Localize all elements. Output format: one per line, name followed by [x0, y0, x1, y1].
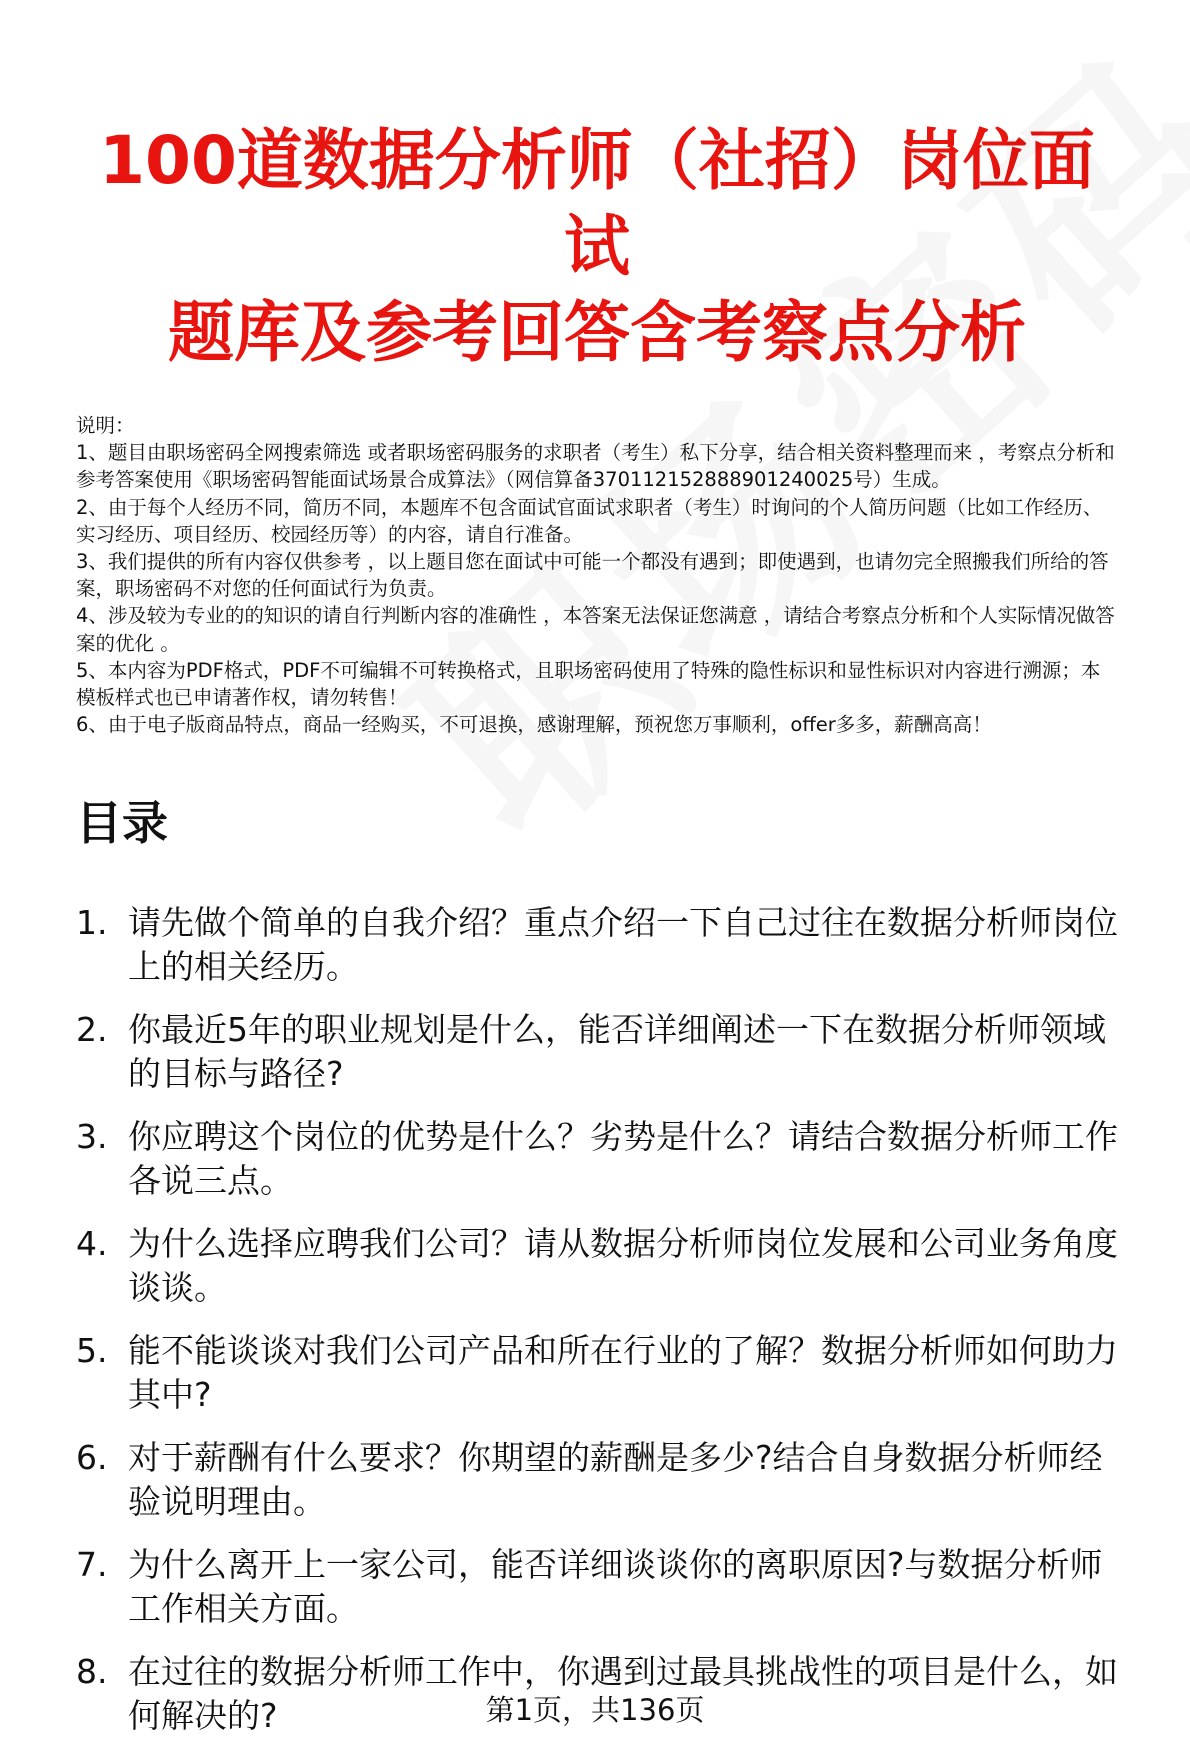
toc-item-number: 6.	[76, 1438, 108, 1478]
toc-item-5[interactable]	[76, 1329, 1118, 1417]
page-footer: 第1页，共136页	[485, 1693, 705, 1727]
toc-item-text: 能不能谈谈对我们公司产品和所在行业的了解？数据分析师如何助力其中?	[128, 1331, 1118, 1415]
toc-heading: 目录	[76, 796, 168, 851]
toc-item-number: 7.	[76, 1545, 108, 1585]
toc-item-number: 4.	[76, 1224, 108, 1264]
note-item-4: 4、涉及较为专业的的知识的请自行判断内容的准确性 ，本答案无法保证您满意 ，请结合考察点分析和个人实际情况做答案的优化 。	[76, 604, 1115, 655]
toc-item-text: 你应聘这个岗位的优势是什么？劣势是什么？请结合数据分析师工作各说三点。	[128, 1117, 1118, 1201]
toc-item-4[interactable]	[76, 1222, 1118, 1310]
toc-item-text: 对于薪酬有什么要求？你期望的薪酬是多少?结合自身数据分析师经验说明理由。	[128, 1438, 1103, 1522]
toc-item-number: 1.	[76, 903, 108, 943]
toc-item-number: 2.	[76, 1010, 108, 1050]
toc-item-6[interactable]	[76, 1436, 1118, 1524]
notes-section	[76, 412, 1118, 738]
toc-item-text: 为什么离开上一家公司，能否详细谈谈你的离职原因?与数据分析师工作相关方面。	[128, 1545, 1103, 1629]
note-item-3: 3、我们提供的所有内容仅供参考 ，以上题目您在面试中可能一个都没有遇到；即使遇到，也请勿完全照搬我们所给的答案，职场密码不对您的任何面试行为负责。	[76, 550, 1109, 601]
toc-item-text: 你最近5年的职业规划是什么，能否详细阐述一下在数据分析师领域的目标与路径?	[128, 1010, 1106, 1094]
toc-item-7[interactable]	[76, 1543, 1118, 1631]
toc-item-number: 3.	[76, 1117, 108, 1157]
document-title	[76, 0, 1118, 376]
note-item-2: 2、由于每个人经历不同，简历不同，本题库不包含面试官面试求职者（考生）时询问的个人简历问题（比如工作经历、实习经历、项目经历、校园经历等）的内容，请自行准备。	[76, 495, 1103, 546]
notes-heading: 说明：	[76, 414, 135, 437]
toc-item-2[interactable]	[76, 1008, 1118, 1096]
title-line-2: 题库及参考回答含考察点分析	[168, 294, 1026, 371]
toc-item-text: 在过往的数据分析师工作中，你遇到过最具挑战性的项目是什么，如何解决的?	[128, 1652, 1118, 1736]
table-of-contents	[76, 901, 1118, 1738]
title-line-1: 100道数据分析师（社招）岗位面试	[99, 122, 1095, 285]
toc-item-number: 5.	[76, 1331, 108, 1371]
toc-item-3[interactable]	[76, 1115, 1118, 1203]
note-item-5: 5、本内容为PDF格式，PDF不可编辑不可转换格式，且职场密码使用了特殊的隐性标识和显性标识对内容进行溯源；本模板样式也已申请著作权，请勿转售！	[76, 658, 1101, 710]
toc-item-text: 为什么选择应聘我们公司？请从数据分析师岗位发展和公司业务角度谈谈。	[128, 1224, 1118, 1308]
toc-item-1[interactable]	[76, 901, 1118, 989]
note-item-6: 6、由于电子版商品特点，商品一经购买，不可退换，感谢理解，预祝您万事顺利，offer多多，薪酬高高！	[76, 713, 992, 737]
toc-item-text: 请先做个简单的自我介绍？重点介绍一下自己过往在数据分析师岗位上的相关经历。	[128, 903, 1118, 987]
toc-item-number: 8.	[76, 1652, 108, 1692]
note-item-1: 1、题目由职场密码全网搜索筛选 或者职场密码服务的求职者（考生）私下分享，结合相关资料整理而来 ，考察点分析和参考答案使用《职场密码智能面试场景合成算法》（网信算备370112152888901240025号）生成。	[76, 441, 1115, 492]
